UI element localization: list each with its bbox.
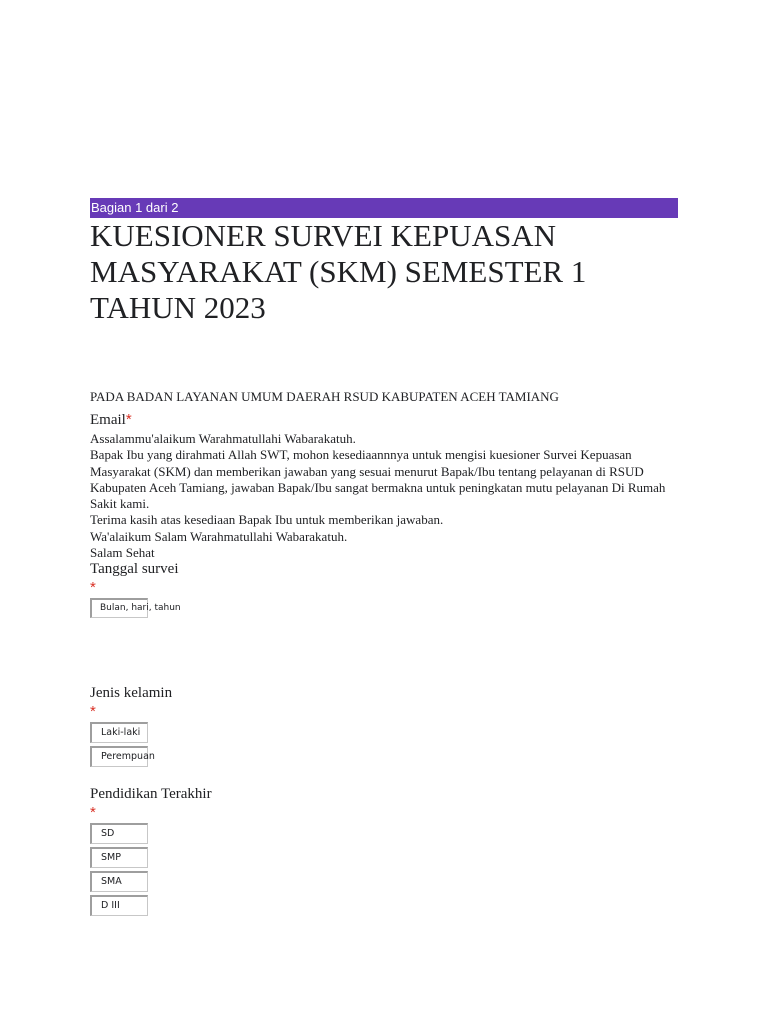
required-asterisk: * <box>90 703 96 720</box>
pendidikan-question <box>90 785 678 919</box>
required-asterisk: * <box>90 579 96 596</box>
description-line: Assalammu'alaikum Warahmatullahi Wabarakatuh. <box>90 431 356 446</box>
required-asterisk: * <box>125 411 132 428</box>
form-subtitle: PADA BADAN LAYANAN UMUM DAERAH RSUD KABUPATEN ACEH TAMIANG <box>90 389 559 404</box>
description-line: Wa'alaikum Salam Warahmatullahi Wabarakatuh. <box>90 528 348 544</box>
jenis-kelamin-label: Jenis kelamin <box>90 685 173 701</box>
tanggal-survei-label: Tanggal survei <box>90 561 179 577</box>
option-laki-laki[interactable]: Laki-laki <box>90 722 148 743</box>
description-line: Terima kasih atas kesediaan Bapak Ibu untuk memberikan jawaban. <box>90 512 444 528</box>
option-sd[interactable]: SD <box>90 823 148 844</box>
option-perempuan[interactable]: Perempuan <box>90 746 148 767</box>
email-question <box>90 409 678 561</box>
email-label: Email <box>90 412 126 428</box>
section-indicator: Bagian 1 dari 2 <box>90 198 678 218</box>
option-smp[interactable]: SMP <box>90 847 148 868</box>
date-input[interactable]: Bulan, hari, tahun <box>90 598 148 618</box>
email-description <box>90 431 680 561</box>
jenis-kelamin-options <box>90 722 678 767</box>
description-line: Bapak Ibu yang dirahmati Allah SWT, mohon kesediaannnya untuk mengisi kuesioner Survei Kepuasan Masyarakat (SKM) dan memberikan jawaban yang sesuai menurut Bapak/Ibu tentang pelayanan di RSUD Kabupaten Aceh Tamiang, jawaban Bapak/Ibu sangat bermakna untuk peningkatan mutu pelayanan Di Rumah Sakit kami. <box>90 447 666 512</box>
pendidikan-label: Pendidikan Terakhir <box>90 786 212 802</box>
required-asterisk: * <box>90 804 96 821</box>
description-line: Salam Sehat <box>90 545 155 561</box>
jenis-kelamin-question <box>90 684 678 770</box>
form-title: KUESIONER SURVEI KEPUASAN MASYARAKAT (SKM) SEMESTER 1 TAHUN 2023 <box>90 218 587 325</box>
option-sma[interactable]: SMA <box>90 871 148 892</box>
tanggal-survei-question <box>90 560 678 618</box>
pendidikan-options <box>90 823 678 916</box>
option-d3[interactable]: D III <box>90 895 148 916</box>
